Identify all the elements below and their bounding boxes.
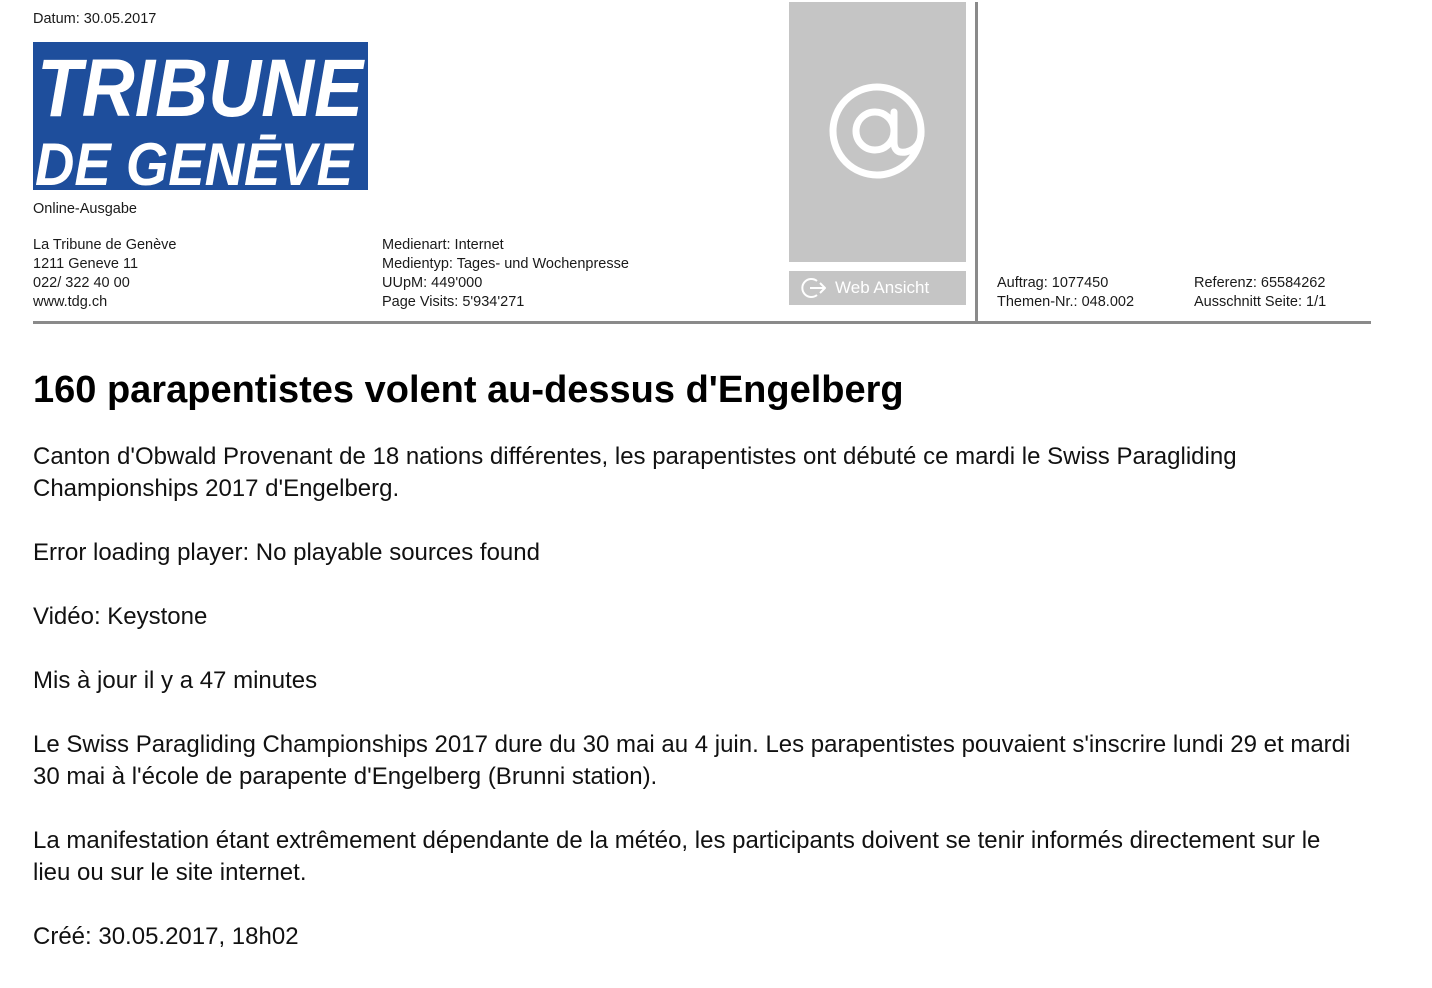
article-lead-paragraph: Canton d'Obwald Provenant de 18 nations différentes, les parapentistes ont débuté ce mardi le Swiss Paragliding Championships 2017 d'Engelberg. (33, 443, 1237, 502)
reference-number: Referenz: 65584262 (1194, 275, 1326, 291)
clipping-page: Ausschnitt Seite: 1/1 (1194, 294, 1327, 310)
tribune-de-geneve-logo (33, 42, 368, 190)
web-thumbnail[interactable] (789, 2, 966, 262)
order-info (997, 274, 1134, 312)
header-vertical-divider (975, 2, 978, 324)
topic-number: Themen-Nr.: 048.002 (997, 294, 1135, 310)
edition-label: Online-Ausgabe (33, 201, 137, 217)
media-uupm: UUpM: 449'000 (382, 275, 483, 291)
publisher-name: La Tribune de Genève (33, 237, 177, 253)
web-view-button[interactable] (789, 271, 966, 305)
web-view-label: Web Ansicht (835, 278, 930, 297)
update-time: Mis à jour il y a 47 minutes (33, 667, 318, 694)
video-error-message: Error loading player: No playable sources found (33, 539, 540, 566)
video-credit: Vidéo: Keystone (33, 603, 208, 630)
media-type: Medientyp: Tages- und Wochenpresse (382, 256, 629, 272)
created-timestamp: Créé: 30.05.2017, 18h02 (33, 923, 299, 950)
article-paragraph: Le Swiss Paragliding Championships 2017 dure du 30 mai au 4 juin. Les parapentistes pouvaient s'inscrire lundi 29 et mardi 30 mai à l'école de parapente d'Engelberg (Brunni station). (33, 731, 1351, 790)
media-art: Medienart: Internet (382, 237, 504, 253)
logo-text-line2: DE GENĒVE (35, 131, 355, 190)
header-horizontal-divider (33, 321, 1371, 324)
publisher-website[interactable]: www.tdg.ch (33, 294, 108, 310)
web-link-icon (801, 277, 827, 311)
media-page-visits: Page Visits: 5'934'271 (382, 294, 525, 310)
article-body (33, 441, 1363, 985)
article-headline: 160 parapentistes volent au-dessus d'Engelberg (33, 369, 904, 411)
publisher-address: 1211 Geneve 11 (33, 256, 139, 272)
logo-text-line1: TRIBUNE (37, 43, 366, 134)
publisher-info (33, 236, 177, 312)
reference-info (1194, 274, 1326, 312)
publisher-phone: 022/ 322 40 00 (33, 275, 130, 291)
document-date: Datum: 30.05.2017 (33, 11, 157, 27)
article-paragraph: La manifestation étant extrêmement dépendante de la météo, les participants doivent se tenir informés directement sur le lieu ou sur le site internet. (33, 827, 1321, 886)
order-number: Auftrag: 1077450 (997, 275, 1109, 291)
media-info (382, 236, 629, 312)
at-sign-icon (789, 2, 966, 262)
